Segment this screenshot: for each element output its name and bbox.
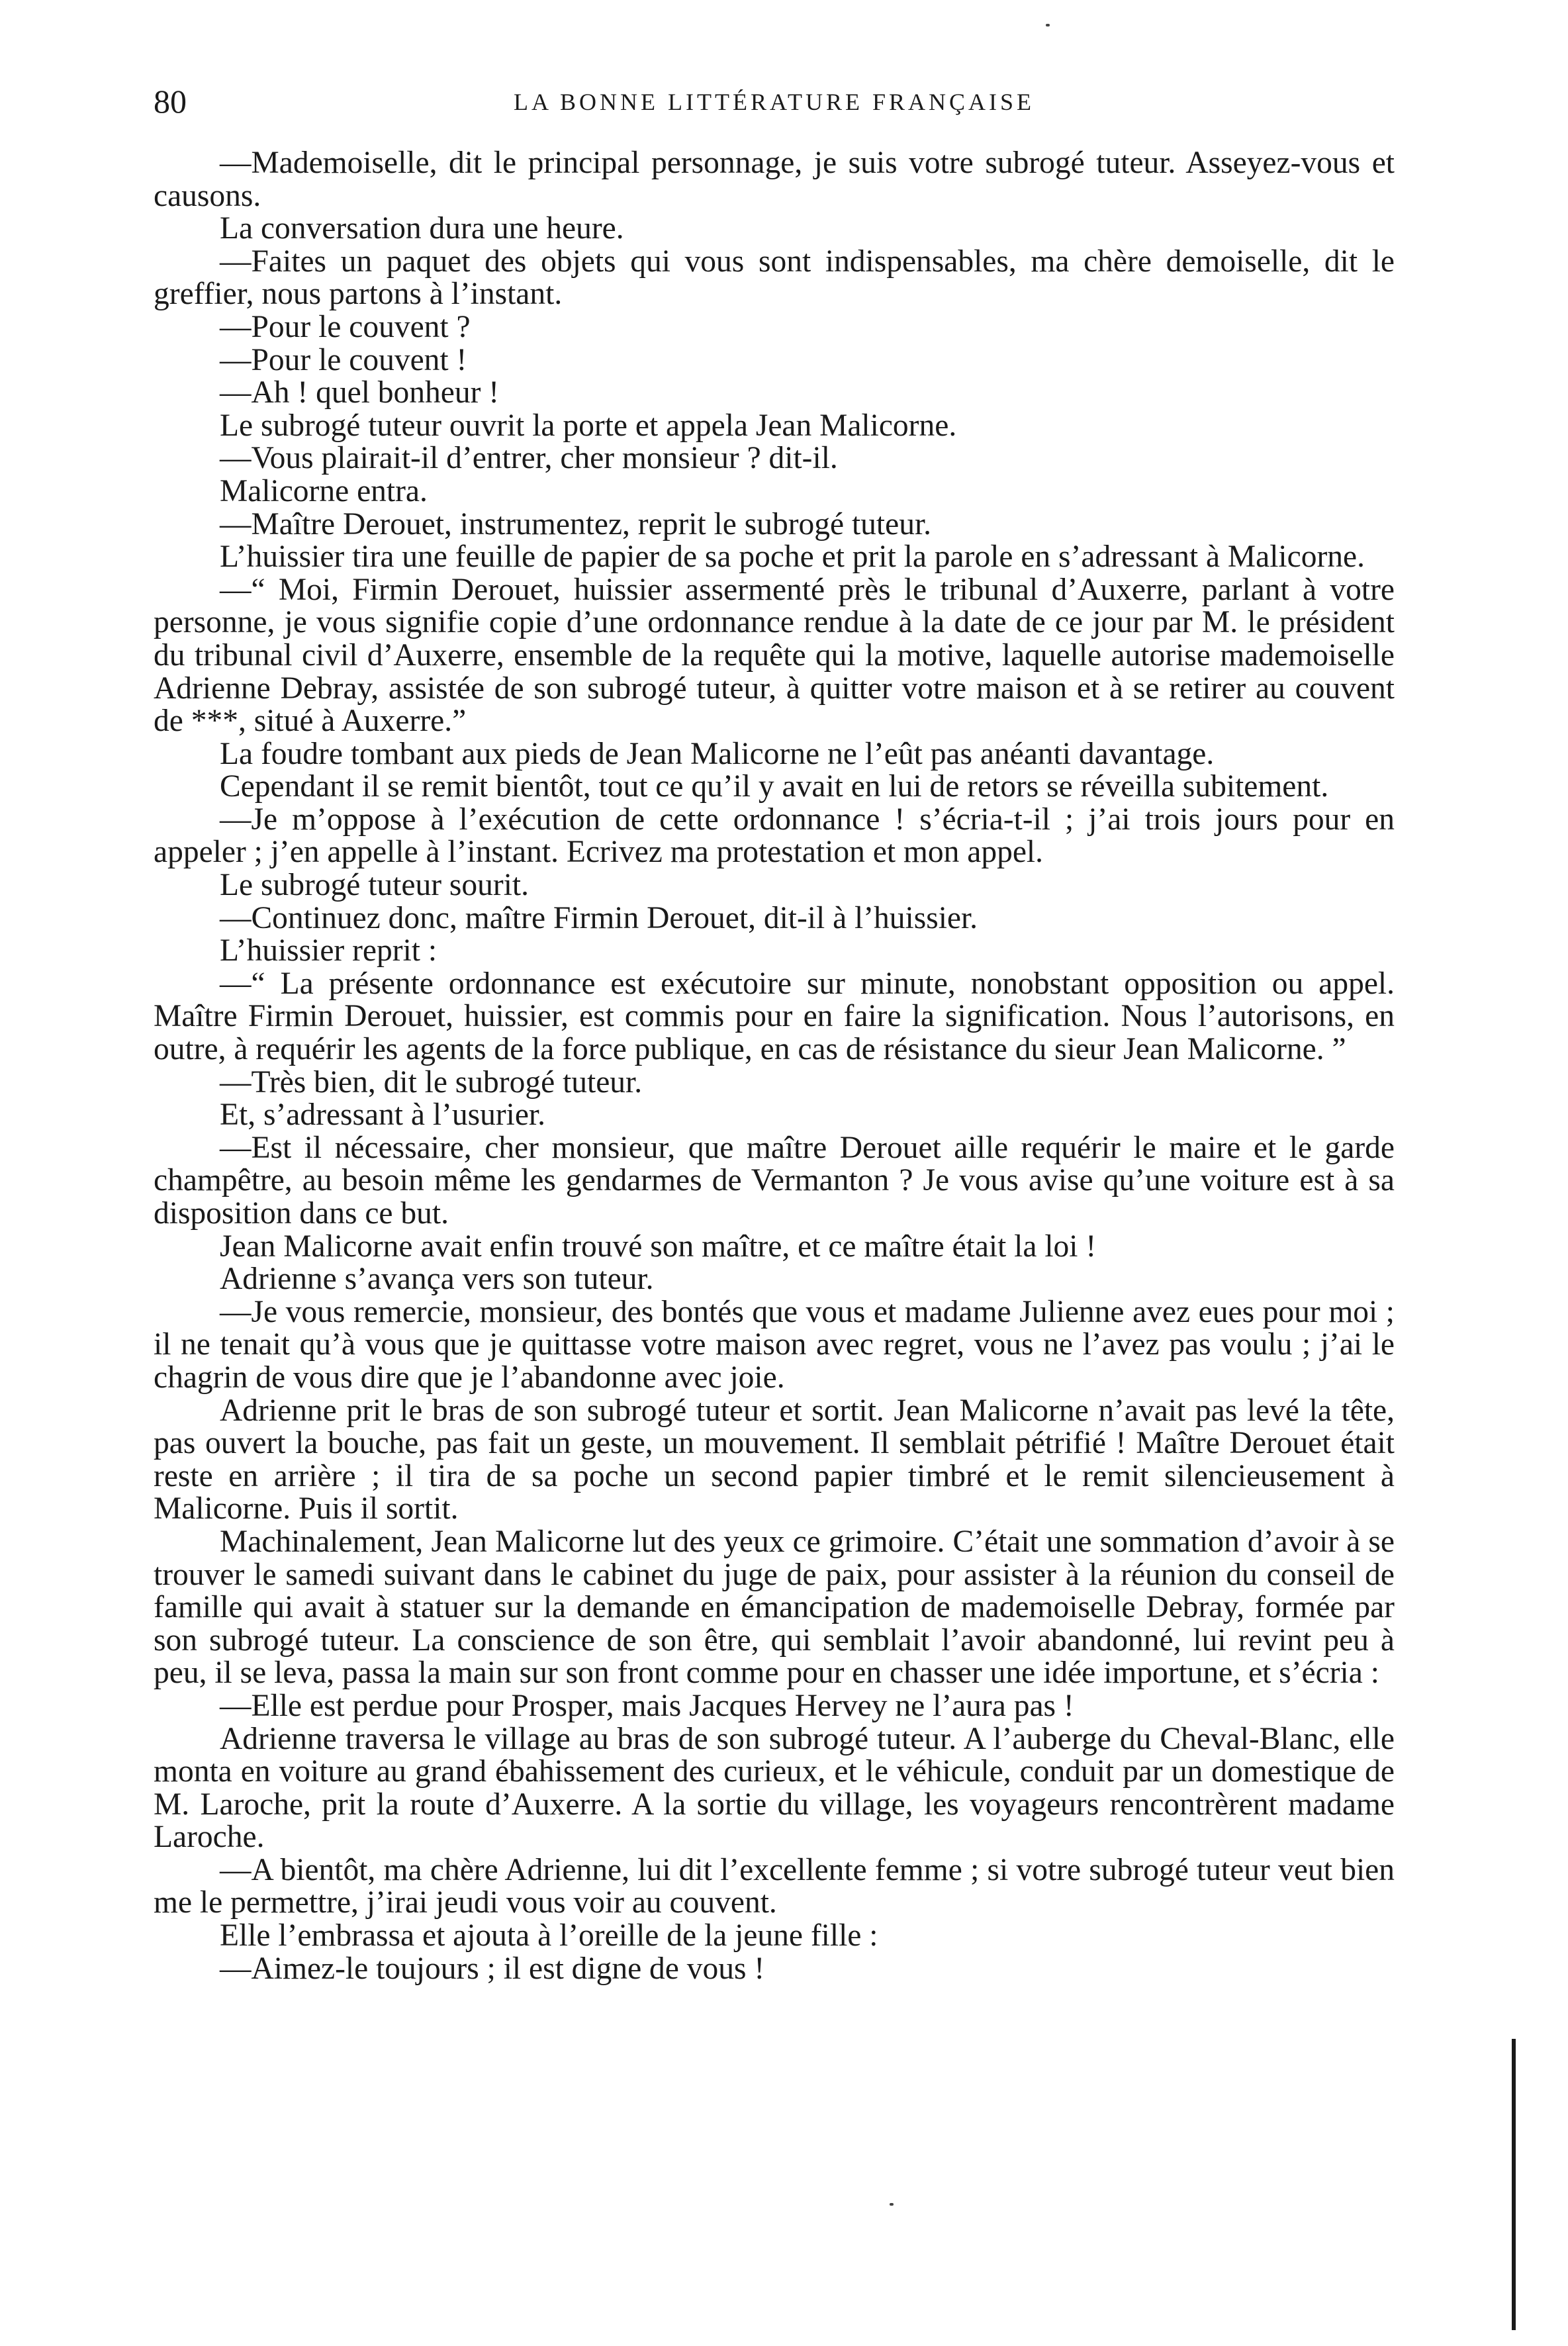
scan-edge-rule [1512,2039,1516,2330]
paragraph: Et, s’adressant à l’usurier. [220,1098,546,1133]
paragraph: —Aimez-le toujours ; il est digne de vous ! [220,1951,765,1986]
paragraph: Malicorne entra. [220,473,428,508]
paragraph: —A bientôt, ma chère Adrienne, lui dit l’excellente femme ; si votre subrogé tuteur veut bien me le permettre, j’irai jeudi vous voir au couvent. [154,1852,1395,1920]
paragraph: —Continuez donc, maître Firmin Derouet, dit-il à l’huissier. [220,900,978,935]
paragraph: L’huissier tira une feuille de papier de sa poche et prit la parole en s’adressant à Malicorne. [220,540,1365,575]
paragraph: L’huissier reprit : [220,933,438,968]
paragraph: Jean Malicorne avait enfin trouvé son maître, et ce maître était la loi ! [220,1229,1097,1264]
paragraph: Adrienne traversa le village au bras de son subrogé tuteur. A l’auberge du Cheval-Blanc, elle monta en voiture au grand ébahissement des curieux, et le véhicule, conduit par un domestique de M. Laroche, prit la route d’Auxerre. A la sortie du village, les voyageurs rencontrèrent madame Laroche. [154,1721,1395,1855]
page-number: 80 [154,83,187,120]
paragraph: —Vous plairait-il d’entrer, cher monsieur ? dit-il. [220,441,838,476]
paragraph: —Est il nécessaire, cher monsieur, que maître Derouet aille requérir le maire et le garde champêtre, au besoin même les gendarmes de Vermanton ? Je vous avise qu’une voiture est à sa disposition dans ce but. [154,1130,1395,1231]
page-header [154,78,1395,124]
paragraph: —Maître Derouet, instrumentez, reprit le subrogé tuteur. [220,506,932,541]
paragraph: —Très bien, dit le subrogé tuteur. [220,1064,643,1100]
paragraph: Le subrogé tuteur ouvrit la porte et appela Jean Malicorne. [220,408,957,443]
running-title: LA BONNE LITTÉRATURE FRANÇAISE [514,89,1035,115]
paragraph: —“ Moi, Firmin Derouet, huissier assermenté près le tribunal d’Auxerre, parlant à votre personne, je vous signifie copie d’une ordonnance rendue à la date de ce jour par M. le président du tribunal civil d’Auxerre, ensemble de la requête qui la motive, laquelle autorise mademoiselle Adrienne Debray, assistée de son subrogé tuteur, à quitter votre maison et à se retirer au couvent de ***, situé à Auxerre.” [154,572,1395,739]
paragraph: Machinalement, Jean Malicorne lut des yeux ce grimoire. C’était une sommation d’avoir à se trouver le samedi suivant dans le cabinet du juge de paix, pour assister à la réunion du conseil de famille qui avait à statuer sur la demande en émancipation de mademoiselle Debray, formée par son subrogé tuteur. La conscience de son être, qui semblait l’avoir abandonné, lui revint peu à peu, il se leva, passa la main sur son front comme pour en chasser une idée importune, et s’écria : [154,1524,1395,1691]
scan-speck [890,2203,894,2206]
paragraph: La foudre tombant aux pieds de Jean Malicorne ne l’eût pas anéanti davantage. [220,736,1215,771]
paragraph: Cependant il se remit bientôt, tout ce qu’il y avait en lui de retors se réveilla subitement. [220,769,1329,804]
paragraph: —“ La présente ordonnance est exécutoire sur minute, nonobstant opposition ou appel. Maître Firmin Derouet, huissier, est commis pour en faire la signification. Nous l’autorisons, en outre, à requérir les agents de la force publique, en cas de résistance du sieur Jean Malicorne. ” [154,966,1395,1067]
paragraph: —Faites un paquet des objets qui vous sont indispensables, ma chère demoiselle, dit le greffier, nous partons à l’instant. [154,244,1395,312]
paragraph: —Ah ! quel bonheur ! [220,375,500,410]
body-text [154,147,1395,1985]
paragraph: Adrienne prit le bras de son subrogé tuteur et sortit. Jean Malicorne n’avait pas levé la tête, pas ouvert la bouche, pas fait un geste, un mouvement. Il semblait pétrifié ! Maître Derouet était reste en arrière ; il tira de sa poche un second papier timbré et le remit silencieusement à Malicorne. Puis il sortit. [154,1393,1395,1526]
scan-speck [1046,24,1050,26]
paragraph: —Je m’oppose à l’exécution de cette ordonnance ! s’écria-t-il ; j’ai trois jours pour en appeler ; j’en appelle à l’instant. Ecrivez ma protestation et mon appel. [154,802,1395,870]
paragraph: Le subrogé tuteur sourit. [220,868,529,903]
paragraph: —Pour le couvent ? [220,309,471,344]
paragraph: La conversation dura une heure. [220,211,624,246]
paragraph: —Mademoiselle, dit le principal personnage, je suis votre subrogé tuteur. Asseyez-vous et causons. [154,146,1395,213]
paragraph: —Pour le couvent ! [220,342,467,377]
paragraph: Elle l’embrassa et ajouta à l’oreille de la jeune fille : [220,1918,878,1953]
paragraph: Adrienne s’avança vers son tuteur. [220,1262,654,1297]
paragraph: —Elle est perdue pour Prosper, mais Jacques Hervey ne l’aura pas ! [220,1688,1074,1723]
paragraph: —Je vous remercie, monsieur, des bontés que vous et madame Julienne avez eues pour moi ; il ne tenait qu’à vous que je quittasse votre maison avec regret, vous ne l’avez pas voulu ; j’ai le chagrin de vous dire que je l’abandonne avec joie. [154,1294,1395,1395]
